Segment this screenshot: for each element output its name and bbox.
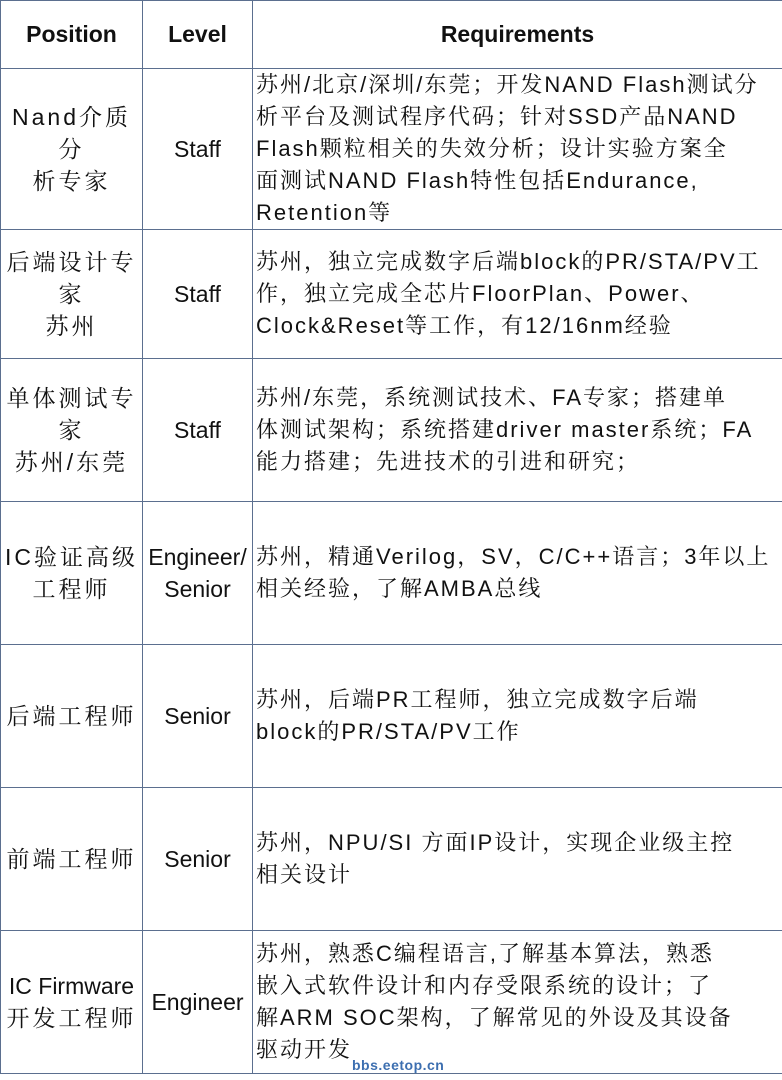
position-line: 开发工程师 (6, 1005, 137, 1031)
position-cell (1, 359, 143, 502)
requirements-cell (253, 230, 782, 359)
requirements-line: 苏州/北京/深圳/东莞；开发NAND Flash测试分 (256, 72, 759, 97)
requirements-line: 苏州，独立完成数字后端block的PR/STA/PV工 (256, 249, 761, 274)
position-cell (1, 69, 143, 230)
level-cell: Staff (143, 230, 253, 359)
header-requirements: Requirements (253, 1, 782, 69)
position-line: 苏州 (45, 313, 98, 339)
table-row (1, 502, 782, 645)
requirements-line: Retention等 (256, 200, 393, 225)
requirements-line: 苏州，NPU/SI 方面IP设计，实现企业级主控 (256, 830, 735, 855)
requirements-line: 相关设计 (256, 862, 353, 887)
requirements-line: 析平台及测试程序代码；针对SSD产品NAND (256, 104, 738, 129)
requirements-line: 苏州，精通Verilog，SV，C/C++语言；3年以上 (256, 544, 771, 569)
requirements-line: 驱动开发 (256, 1037, 353, 1062)
position-line: 家 (58, 281, 85, 307)
requirements-line: 面测试NAND Flash特性包括Endurance, (256, 168, 699, 193)
requirements-cell (253, 788, 782, 931)
position-cell (1, 230, 143, 359)
requirements-line: 能力搭建；先进技术的引进和研究； (256, 449, 641, 474)
position-cell (1, 645, 143, 788)
requirements-line: 苏州/东莞，系统测试技术、FA专家；搭建单 (256, 385, 728, 410)
level-cell: Senior (143, 645, 253, 788)
position-cell (1, 502, 143, 645)
header-position: Position (1, 1, 143, 69)
requirements-line: 嵌入式软件设计和内存受限系统的设计；了 (256, 973, 713, 998)
position-line: 后端工程师 (6, 703, 137, 729)
requirements-line: block的PR/STA/PV工作 (256, 719, 521, 744)
requirements-line: 苏州，熟悉C编程语言,了解基本算法，熟悉 (256, 941, 715, 966)
table-row (1, 788, 782, 931)
position-line: 苏州/东莞 (14, 449, 129, 475)
level-cell: Staff (143, 359, 253, 502)
position-line: IC Firmware (8, 973, 135, 999)
table-row (1, 230, 782, 359)
requirements-cell (253, 931, 782, 1074)
requirements-cell (253, 69, 782, 230)
requirements-line: 苏州，后端PR工程师，独立完成数字后端 (256, 687, 699, 712)
requirements-line: 解ARM SOC架构，了解常见的外设及其设备 (256, 1005, 733, 1030)
level-cell: Engineer (143, 931, 253, 1074)
requirements-line: Clock&Reset等工作，有12/16nm经验 (256, 313, 673, 338)
position-cell (1, 931, 143, 1074)
position-line: 前端工程师 (6, 846, 137, 872)
table-row (1, 931, 782, 1074)
table-row (1, 69, 782, 230)
requirements-cell (253, 502, 782, 645)
table-row (1, 359, 782, 502)
requirements-cell (253, 645, 782, 788)
level-cell: Engineer/ Senior (143, 502, 253, 645)
requirements-cell (253, 359, 782, 502)
position-line: 工程师 (32, 576, 111, 602)
table-row (1, 645, 782, 788)
position-line: 后端设计专 (6, 249, 137, 275)
position-line: Nand介质分 (12, 104, 131, 162)
header-row (1, 1, 782, 69)
watermark: bbs.eetop.cn (352, 1057, 445, 1073)
position-line: 家 (58, 417, 85, 443)
position-line: 析专家 (32, 168, 111, 194)
header-level: Level (143, 1, 253, 69)
position-cell (1, 788, 143, 931)
requirements-line: 作，独立完成全芯片FloorPlan、Power、 (256, 281, 705, 306)
requirements-line: 相关经验，了解AMBA总线 (256, 576, 543, 601)
position-line: 单体测试专 (6, 385, 137, 411)
level-cell: Staff (143, 69, 253, 230)
requirements-line: Flash颗粒相关的失效分析；设计实验方案全 (256, 136, 728, 161)
level-cell: Senior (143, 788, 253, 931)
requirements-line: 体测试架构；系统搭建driver master系统；FA (256, 417, 754, 442)
position-line: IC验证高级 (5, 544, 138, 570)
